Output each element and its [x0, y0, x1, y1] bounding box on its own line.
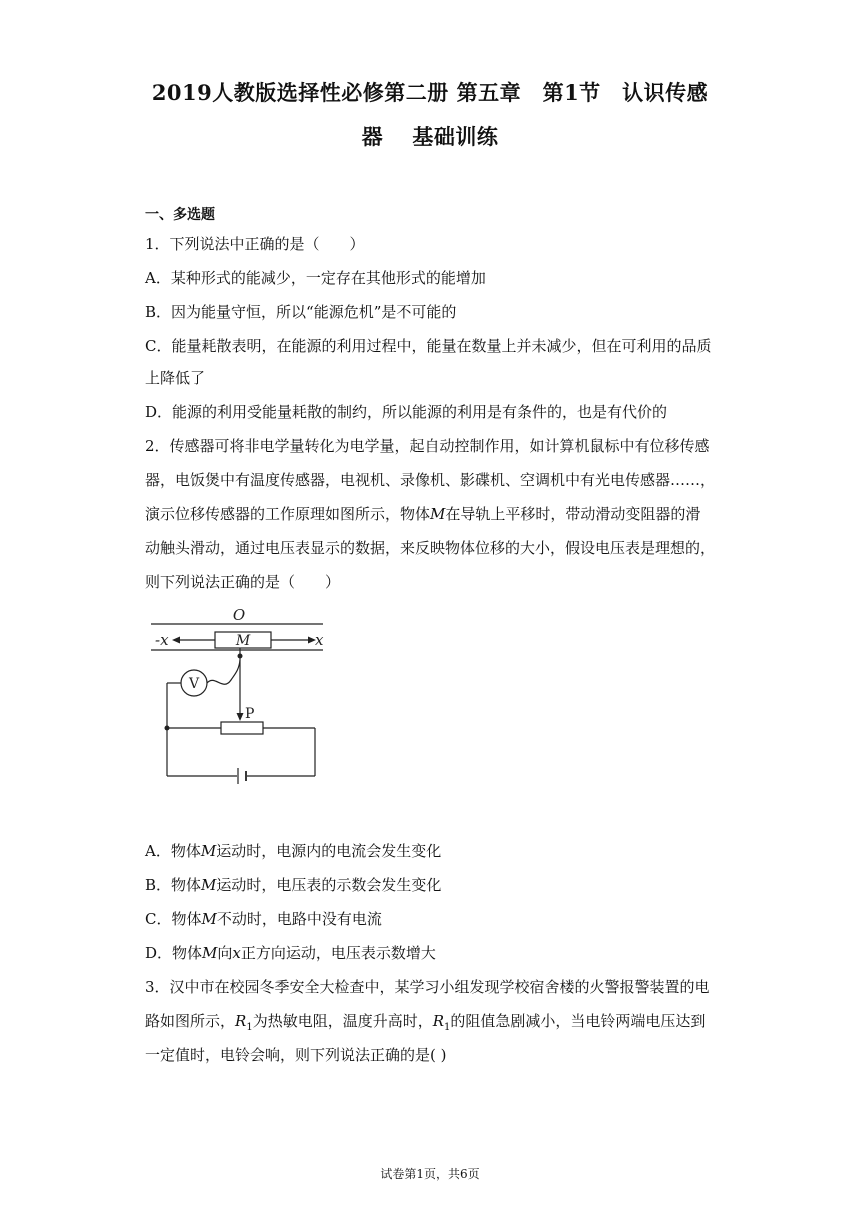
slider-arrow: [237, 713, 244, 721]
page-title-line-2: 器 基础训练: [361, 124, 499, 149]
q2-option-b: [145, 874, 441, 895]
q3-var-r: R: [432, 1012, 444, 1030]
q2-stem-line-5: 则下列说法正确的是（ ）: [145, 573, 341, 591]
q3-text: 为热敏电阻，温度升高时，: [252, 1012, 433, 1030]
q2-text: 正方向运动，电压表示数增大: [240, 944, 436, 962]
q2-text: 演示位移传感器的工作原理如图所示，物体: [145, 505, 431, 523]
page-footer: 试卷第1页，共6页: [380, 1167, 480, 1181]
q2-text: 不动时，电路中没有电流: [216, 910, 382, 928]
q3-text: 路如图所示，: [145, 1012, 236, 1030]
q2-stem-line-4: 动触头滑动，通过电压表显示的数据，来反映物体位移的大小，假设电压表是理想的，: [145, 539, 716, 557]
q1-option-a: A．某种形式的能减少，一定存在其他形式的能增加: [145, 269, 486, 287]
section-heading: 一、多选题: [145, 207, 215, 223]
q2-text: B．物体: [145, 876, 202, 894]
sensor-circuit-diagram: [145, 600, 335, 790]
q2-var-m: M: [202, 944, 218, 962]
wire-wavy: [207, 660, 240, 684]
page-title-line-1: 2019人教版选择性必修第二册 第五章 第1节 认识传感: [151, 80, 709, 105]
label-voltmeter: V: [188, 676, 200, 692]
q1-option-c-line-2: 上降低了: [145, 369, 206, 387]
q2-stem-line-2: 器，电饭煲中有温度传感器，电视机、录像机、影碟机、空调机中有光电传感器……，: [145, 471, 716, 489]
q2-var-x: x: [232, 944, 241, 962]
q3-subscript: 1: [246, 1022, 253, 1033]
q2-var-m: M: [201, 876, 217, 894]
label-block: M: [235, 633, 251, 649]
q1-option-c-line-1: C．能量耗散表明，在能源的利用过程中，能量在数量上并未减少，但在可利用的品质: [145, 337, 712, 355]
q3-text: 的阻值急剧减小，当电铃两端电压达到: [450, 1012, 706, 1030]
q1-option-b: B．因为能量守恒，所以“能源危机”是不可能的: [145, 303, 457, 321]
q2-text: 运动时，电源内的电流会发生变化: [216, 842, 442, 860]
axis-arrow-left: [172, 637, 180, 644]
q2-text: 在导轨上平移时，带动滑动变阻器的滑: [445, 505, 701, 523]
q2-var-m: M: [430, 505, 446, 523]
q2-var-m: M: [201, 910, 217, 928]
q3-stem-line-3: 一定值时，电铃会响，则下列说法正确的是( ): [145, 1046, 447, 1064]
q2-text: D．物体: [145, 944, 203, 962]
q3-stem-line-1: 3．汉中市在校园冬季安全大检查中，某学习小组发现学校宿舍楼的火警报警装置的电: [145, 978, 710, 996]
q2-text: 运动时，电压表的示数会发生变化: [216, 876, 442, 894]
q3-var-r: R: [235, 1012, 247, 1030]
label-slider: P: [245, 706, 255, 722]
q2-stem-line-1: 2．传感器可将非电学量转化为电学量，起自动控制作用，如计算机鼠标中有位移传感: [145, 437, 710, 455]
q2-stem-line-3: [145, 503, 700, 524]
q2-text: 向: [217, 944, 233, 962]
q1-stem: 1．下列说法中正确的是（ ）: [145, 235, 365, 253]
q2-option-a: [145, 840, 441, 861]
q2-text: C．物体: [145, 910, 202, 928]
q2-option-c: [145, 908, 382, 929]
junction-left: [165, 726, 170, 731]
rheostat: [221, 722, 263, 734]
junction-top: [238, 654, 243, 659]
q2-var-m: M: [200, 842, 217, 860]
label-neg-x: -x: [155, 631, 169, 649]
label-origin: O: [232, 606, 246, 624]
label-pos-x: x: [315, 631, 324, 649]
q1-option-d: D．能源的利用受能量耗散的制约，所以能源的利用是有条件的，也是有代价的: [145, 403, 668, 421]
q2-text: A．物体: [145, 842, 201, 860]
q3-stem-line-2: [145, 1010, 705, 1033]
q3-subscript: 1: [444, 1022, 451, 1033]
q2-option-d: [145, 942, 436, 963]
